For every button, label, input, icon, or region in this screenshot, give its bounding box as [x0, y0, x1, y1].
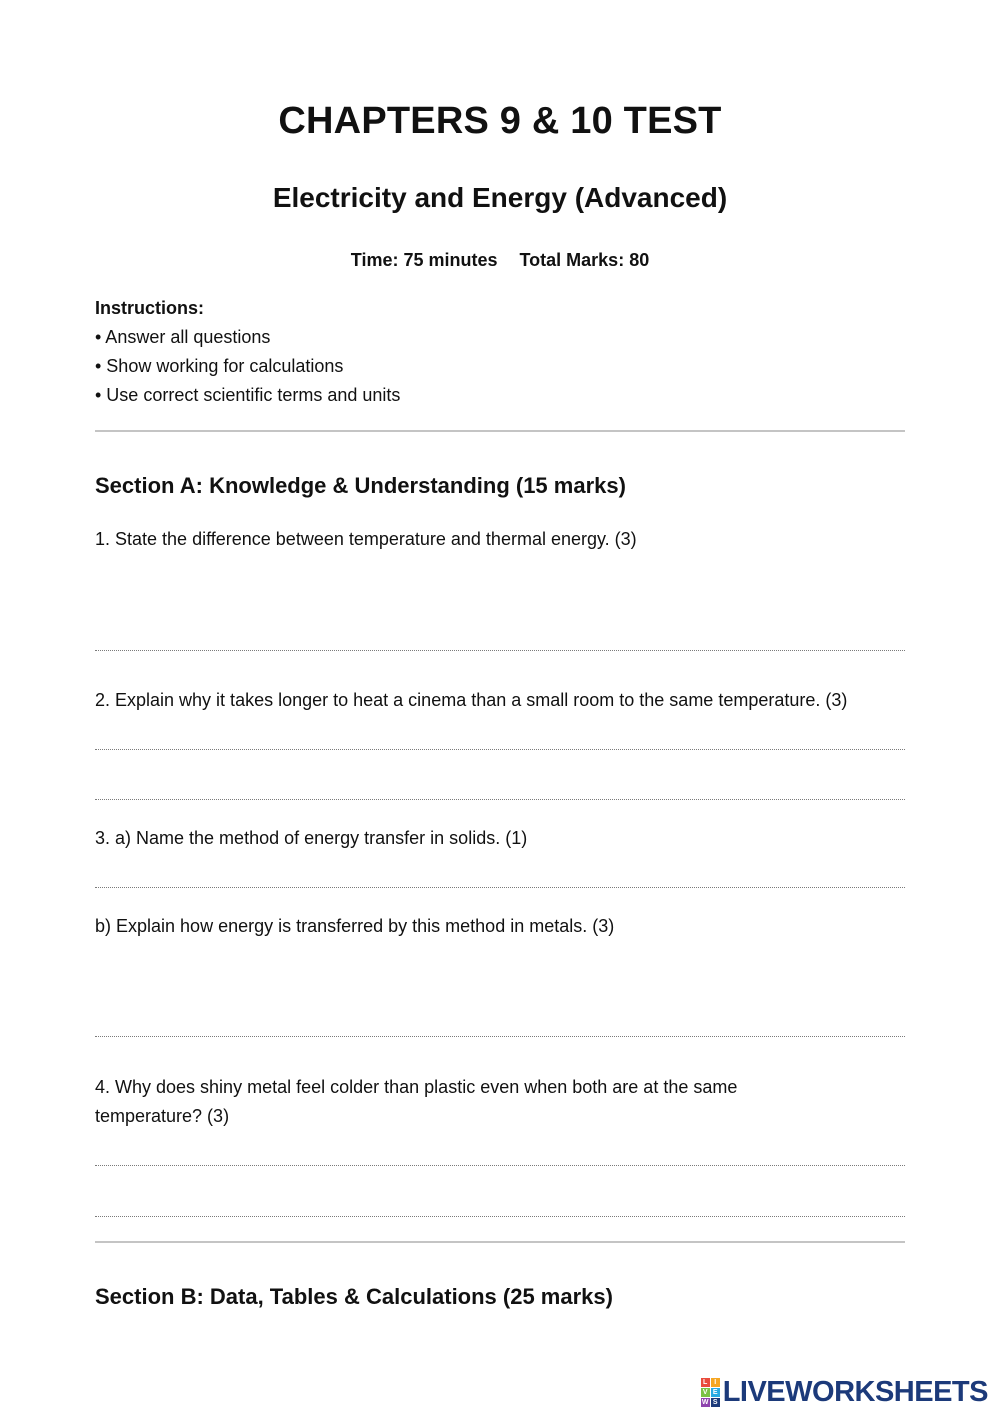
answer-line-q4-2[interactable] — [95, 1216, 905, 1217]
answer-line-q2-2[interactable] — [95, 799, 905, 800]
instruction-item: • Show working for calculations — [95, 356, 344, 376]
answer-line-q3b[interactable] — [95, 1036, 905, 1037]
answer-line-q4-1[interactable] — [95, 1165, 905, 1166]
page-subtitle: Electricity and Energy (Advanced) — [272, 182, 728, 213]
question-4: 4. Why does shiny metal feel colder than plastic even when both are at the same temperature? (3) — [95, 1077, 738, 1126]
question-3a: 3. a) Name the method of energy transfer in solids. (1) — [95, 828, 528, 848]
section-a-title: Section A: Knowledge & Understanding (15 marks) — [95, 473, 626, 498]
answer-line-q2-1[interactable] — [95, 749, 905, 750]
logo-mark-tile: W — [701, 1399, 709, 1406]
answer-line-q1[interactable] — [95, 650, 905, 651]
logo-mark-tile: E — [711, 1388, 720, 1397]
section-b-title: Section B: Data, Tables & Calculations (25 marks) — [95, 1284, 613, 1309]
question-2: 2. Explain why it takes longer to heat a cinema than a small room to the same temperature. (3) — [95, 690, 848, 710]
answer-line-q3a[interactable] — [95, 887, 905, 888]
test-meta — [0, 250, 1000, 271]
logo-mark-icon — [701, 1378, 720, 1407]
instruction-item: • Use correct scientific terms and units — [95, 385, 401, 405]
section-divider — [95, 430, 905, 432]
logo-mark-tile: S — [711, 1398, 720, 1407]
question-1: 1. State the difference between temperature and thermal energy. (3) — [95, 529, 637, 549]
logo-wordmark: LIVEWORKSHEETS — [722, 1376, 988, 1408]
page-title: CHAPTERS 9 & 10 TEST — [278, 100, 722, 142]
total-marks: Total Marks: 80 — [519, 250, 650, 270]
liveworksheets-logo — [701, 1376, 988, 1409]
question-3b: b) Explain how energy is transferred by this method in metals. (3) — [95, 916, 615, 936]
time-allowed: Time: 75 minutes — [350, 250, 498, 270]
instruction-item: • Answer all questions — [95, 327, 271, 347]
logo-mark-tile: I — [711, 1378, 720, 1387]
section-divider — [95, 1241, 905, 1243]
logo-mark-tile: L — [701, 1378, 710, 1387]
logo-mark-tile: V — [701, 1388, 710, 1397]
instructions-heading: Instructions: — [95, 298, 205, 318]
